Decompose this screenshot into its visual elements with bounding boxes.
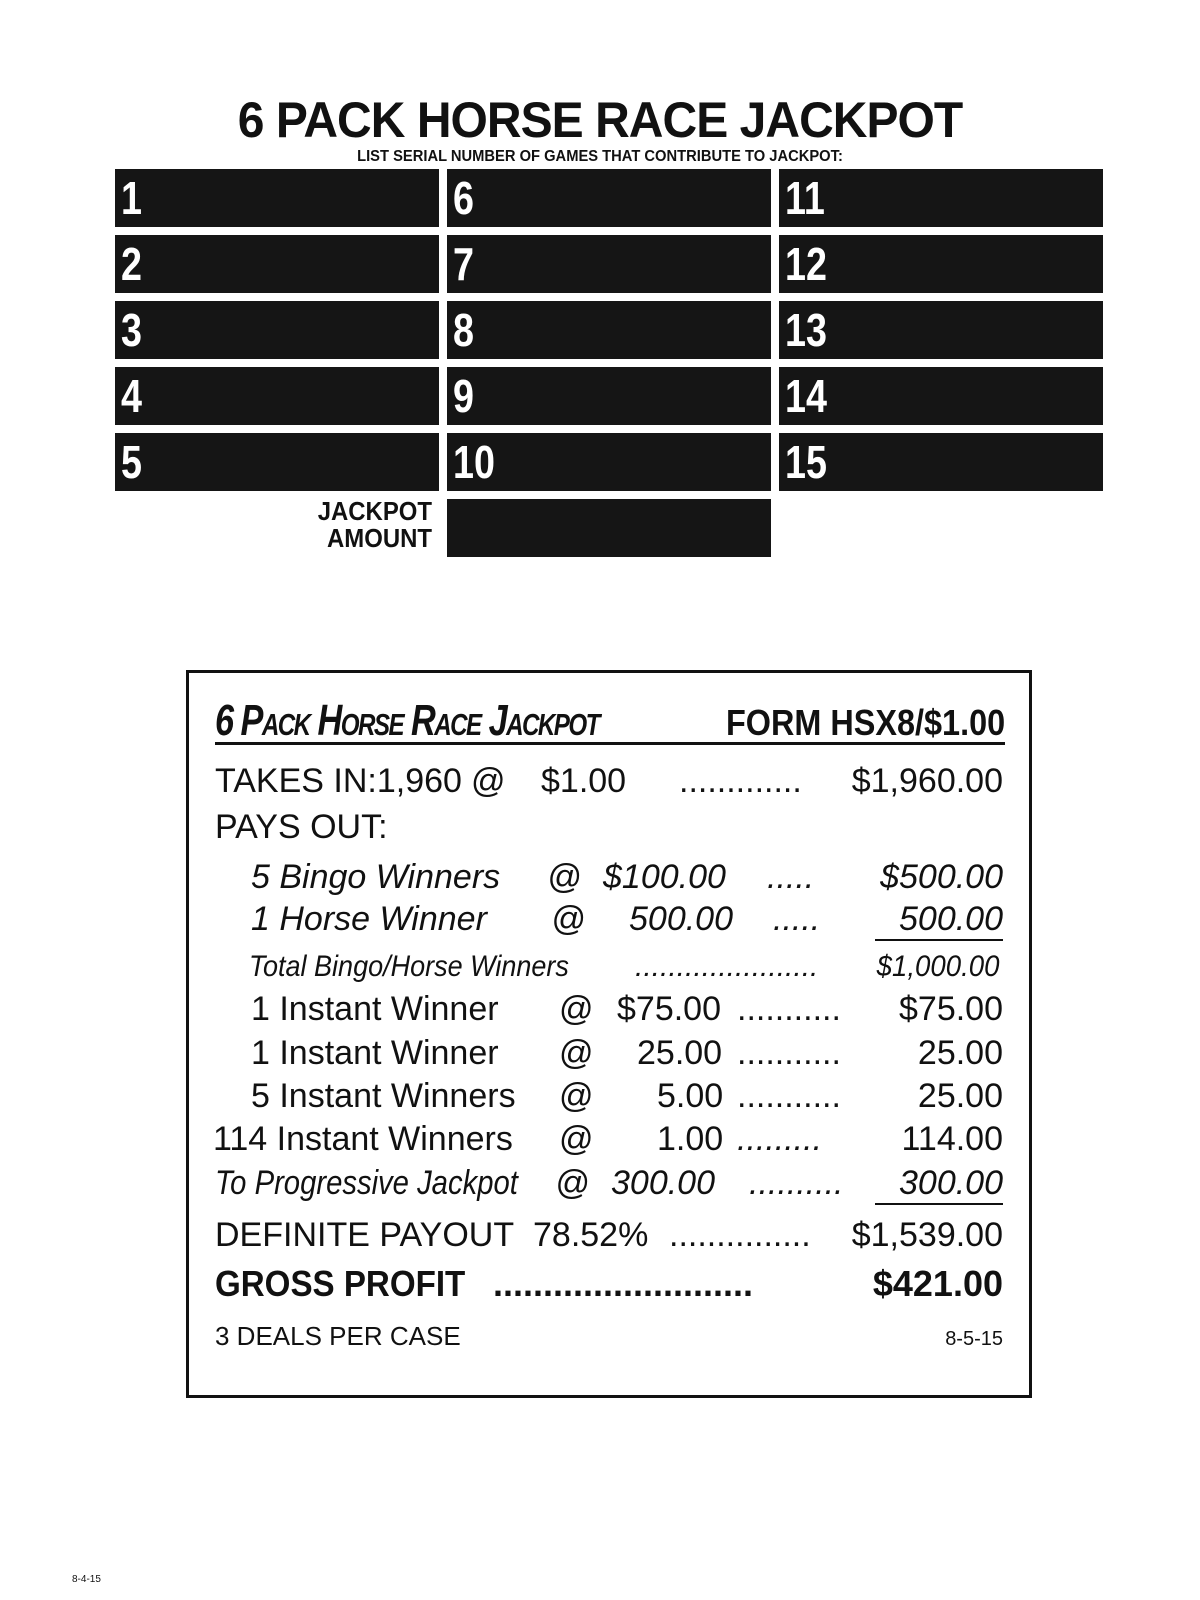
instant-row-label: 1 Instant Winner [251, 1034, 499, 1072]
instant-row-price: $75.00 [617, 990, 721, 1028]
bingo-row-total: $500.00 [880, 858, 1003, 896]
form-date: 8-5-15 [945, 1328, 1003, 1350]
serial-box[interactable] [447, 433, 771, 491]
progressive-at: @ [555, 1164, 590, 1202]
jackpot-amount-label [292, 498, 432, 552]
serial-box-number: 3 [121, 304, 142, 356]
serial-box-number: 12 [785, 238, 827, 290]
serial-box-number: 14 [785, 370, 827, 422]
form-id: FORM HSX8/$1.00 [725, 702, 1005, 743]
bingo-row-label: 5 Bingo Winners [251, 858, 501, 896]
instant-row-price: 25.00 [637, 1034, 723, 1072]
instant-row-total: 25.00 [917, 1034, 1003, 1072]
takes-in-label: TAKES IN:1,960 [215, 762, 462, 800]
serial-box-number: 15 [785, 436, 827, 488]
instant-row-label: 1 Instant Winner [251, 990, 499, 1028]
serial-box[interactable] [115, 235, 439, 293]
bingo-row-at: @ [547, 858, 582, 896]
serial-box[interactable] [779, 301, 1103, 359]
instant-row-price: 1.00 [657, 1120, 724, 1158]
serial-box[interactable] [115, 433, 439, 491]
serial-box-number: 5 [121, 436, 142, 488]
pays-out-label: PAYS OUT: [215, 808, 388, 846]
serial-box-number: 10 [453, 436, 495, 488]
progressive-total: 300.00 [875, 1163, 1003, 1205]
gross-profit-label: GROSS PROFIT [215, 1263, 466, 1304]
bingo-row-dots: ..... [767, 858, 815, 896]
instant-row-at: @ [559, 990, 594, 1028]
form-title: 6 Pack Horse Race Jackpot [215, 696, 599, 745]
gross-profit-total: $421.00 [872, 1263, 1003, 1304]
serial-box-number: 9 [453, 370, 474, 422]
total-bingo-label: Total Bingo/Horse Winners [249, 950, 569, 983]
instant-row-total: $75.00 [899, 990, 1003, 1028]
serial-box-number: 1 [121, 172, 142, 224]
bingo-row-price: $100.00 [603, 858, 726, 896]
serial-box[interactable] [115, 367, 439, 425]
definite-payout-dots: ............... [669, 1216, 811, 1254]
serial-box[interactable] [115, 169, 439, 227]
instant-row-at: @ [559, 1120, 594, 1158]
bingo-row-dots: ..... [773, 900, 821, 938]
serial-box[interactable] [447, 235, 771, 293]
instant-row-dots: ........... [737, 990, 841, 1028]
serial-number-grid [115, 169, 1103, 491]
bingo-row-label: 1 Horse Winner [251, 900, 487, 938]
total-bingo-dots: ...................... [635, 950, 819, 983]
takes-in-at: @ [471, 762, 506, 800]
serial-box[interactable] [115, 301, 439, 359]
serial-box-number: 7 [453, 238, 474, 290]
serial-box-number: 11 [785, 172, 825, 224]
jackpot-label-line2: AMOUNT [327, 523, 432, 553]
total-bingo-total: $1,000.00 [876, 950, 999, 983]
form-header [215, 697, 1005, 745]
instant-row-dots: ......... [737, 1120, 823, 1158]
serial-box-number: 4 [121, 370, 142, 422]
takes-in-price: $1.00 [541, 762, 627, 800]
jackpot-amount-box[interactable] [447, 499, 771, 557]
progressive-dots: .......... [749, 1164, 844, 1202]
page-title: 6 PACK HORSE RACE JACKPOT [237, 92, 963, 148]
page-subtitle: LIST SERIAL NUMBER OF GAMES THAT CONTRIBUTE TO JACKPOT: [357, 148, 843, 165]
bingo-row-at: @ [551, 900, 586, 938]
instant-row-label: 5 Instant Winners [251, 1077, 516, 1115]
deals-per-case: 3 DEALS PER CASE [215, 1321, 461, 1351]
serial-box[interactable] [779, 169, 1103, 227]
instant-row-total: 25.00 [917, 1077, 1003, 1115]
serial-box-number: 2 [121, 238, 142, 290]
bingo-row-price: 500.00 [629, 900, 733, 938]
serial-box[interactable] [447, 301, 771, 359]
serial-box[interactable] [779, 367, 1103, 425]
instant-row-dots: ........... [737, 1077, 841, 1115]
progressive-label: To Progressive Jackpot [215, 1164, 518, 1202]
instant-row-dots: ........... [737, 1034, 841, 1072]
instant-row-at: @ [559, 1034, 594, 1072]
gross-profit-dots: .......................... [493, 1263, 754, 1304]
progressive-price: 300.00 [611, 1164, 715, 1202]
instant-row-label: 114 Instant Winners [213, 1120, 513, 1158]
serial-box[interactable] [447, 169, 771, 227]
definite-payout-percent: 78.52% [533, 1216, 649, 1254]
instant-row-price: 5.00 [657, 1077, 724, 1115]
serial-box[interactable] [779, 433, 1103, 491]
definite-payout-label: DEFINITE PAYOUT [215, 1216, 515, 1254]
jackpot-label-line1: JACKPOT [317, 496, 432, 526]
bingo-row-total: 500.00 [875, 899, 1003, 941]
serial-box-number: 6 [453, 172, 474, 224]
serial-box-number: 8 [453, 304, 474, 356]
definite-payout-total: $1,539.00 [851, 1216, 1003, 1254]
instant-row-total: 114.00 [901, 1120, 1003, 1158]
instant-row-at: @ [559, 1077, 594, 1115]
takes-in-dots: ............. [679, 762, 802, 800]
form-card [186, 670, 1032, 1398]
serial-box-number: 13 [785, 304, 827, 356]
page-footer-code: 8-4-15 [72, 1574, 101, 1585]
serial-box[interactable] [779, 235, 1103, 293]
takes-in-total: $1,960.00 [851, 762, 1003, 800]
serial-box[interactable] [447, 367, 771, 425]
